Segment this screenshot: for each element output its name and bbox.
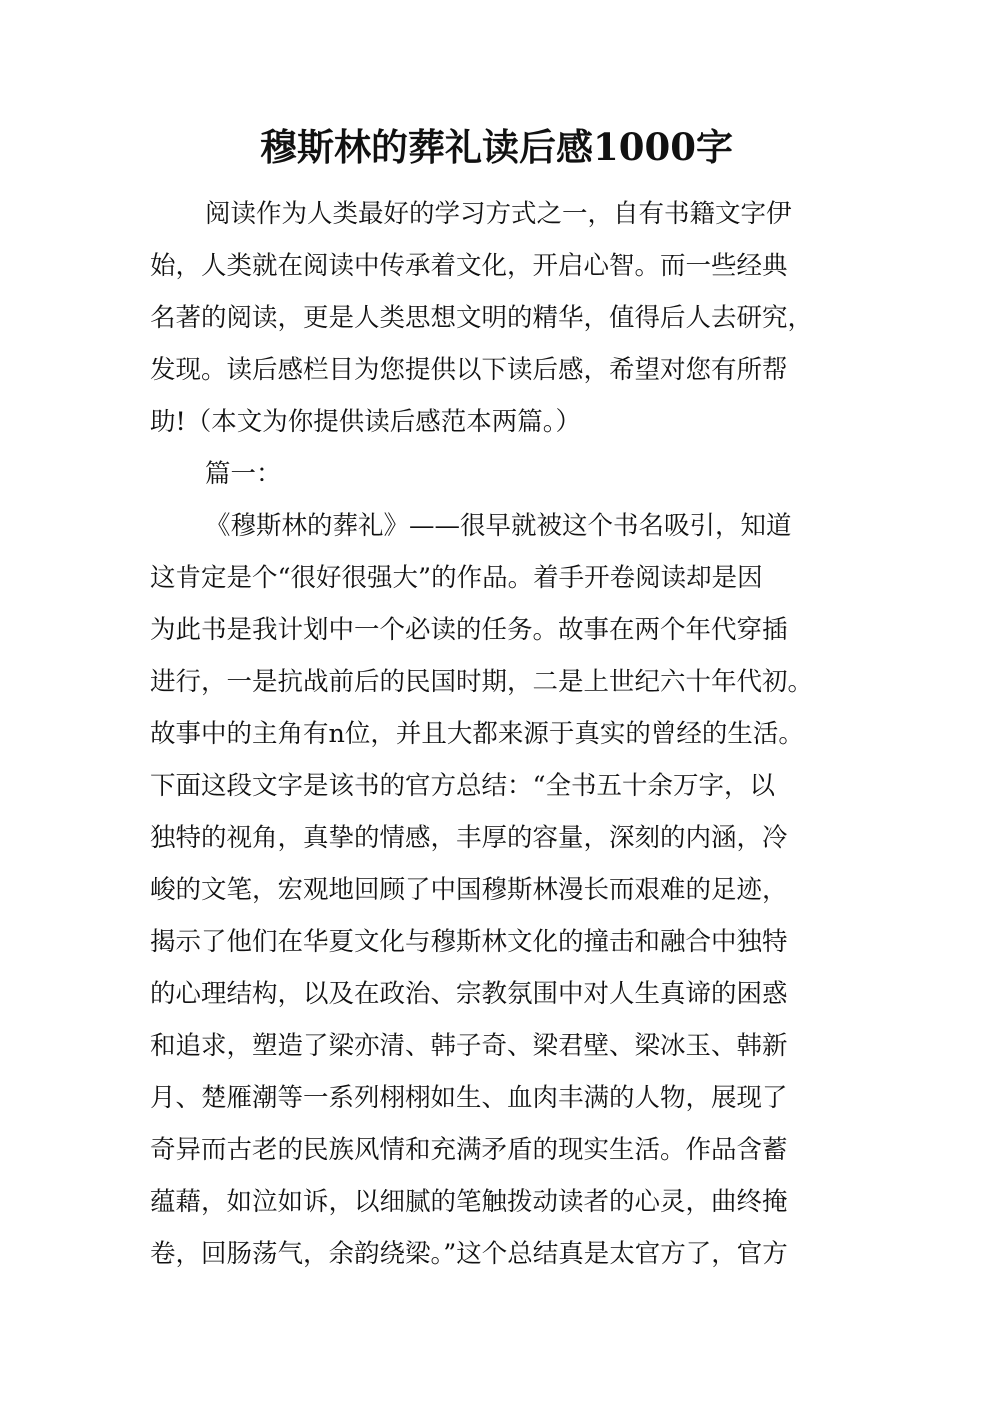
paragraph-line: 为此书是我计划中一个必读的任务。故事在两个年代穿插: [150, 615, 788, 645]
paragraph-line: 和追求，塑造了梁亦清、韩子奇、梁君壁、梁冰玉、韩新: [150, 1031, 788, 1061]
paragraph-line: 蕴藉，如泣如诉，以细腻的笔触拨动读者的心灵，曲终掩: [150, 1187, 788, 1217]
document-title: 穆斯林的葬礼读后感1000字: [260, 125, 733, 169]
paragraph-line: 助!（本文为你提供读后感范本两篇。）: [150, 407, 581, 437]
section-heading: 篇一：: [205, 459, 282, 489]
paragraph-line: 《穆斯林的葬礼》——很早就被这个书名吸引，知道: [205, 511, 792, 541]
document-body: [150, 188, 850, 1280]
paragraph-line: 月、楚雁潮等一系列栩栩如生、血肉丰满的人物，展现了: [150, 1083, 788, 1113]
paragraph-line: 揭示了他们在华夏文化与穆斯林文化的撞击和融合中独特: [150, 927, 788, 957]
paragraph-line: 这肯定是个“很好很强大”的作品。着手开卷阅读却是因: [150, 563, 763, 593]
paragraph-line: 峻的文笔，宏观地回顾了中国穆斯林漫长而艰难的足迹，: [150, 875, 788, 905]
paragraph-line: 进行，一是抗战前后的民国时期，二是上世纪六十年代初。: [150, 667, 814, 697]
paragraph-line: 奇异而古老的民族风情和充满矛盾的现实生活。作品含蓄: [150, 1135, 788, 1165]
paragraph-line: 发现。读后感栏目为您提供以下读后感，希望对您有所帮: [150, 355, 788, 385]
paragraph-line: 故事中的主角有n位，并且大都来源于真实的曾经的生活。: [150, 719, 804, 749]
paragraph-line: 独特的视角，真挚的情感，丰厚的容量，深刻的内涵，冷: [150, 823, 788, 853]
paragraph-line: 始，人类就在阅读中传承着文化，开启心智。而一些经典: [150, 251, 788, 281]
paragraph-line: 的心理结构，以及在政治、宗教氛围中对人生真谛的困惑: [150, 979, 788, 1009]
paragraph-line: 阅读作为人类最好的学习方式之一，自有书籍文字伊: [205, 199, 792, 229]
paragraph-line: 名著的阅读，更是人类思想文明的精华，值得后人去研究，: [150, 303, 814, 333]
paragraph-line: 卷，回肠荡气，余韵绕梁。”这个总结真是太官方了，官方: [150, 1239, 788, 1269]
paragraph-line: 下面这段文字是该书的官方总结：“全书五十余万字，以: [150, 771, 776, 801]
